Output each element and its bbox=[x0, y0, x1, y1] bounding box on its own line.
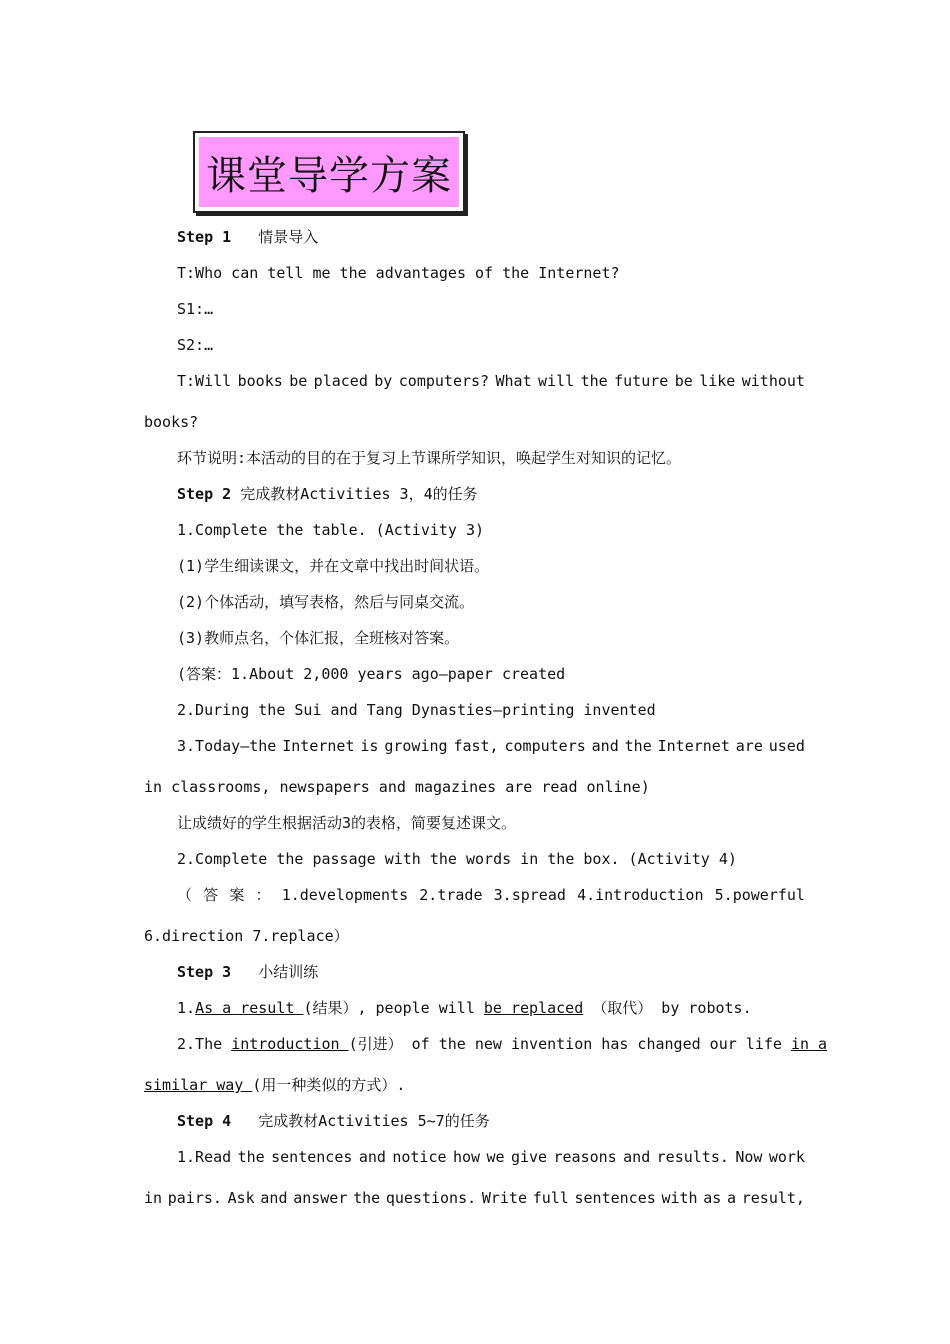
title-banner-text: 课堂导学方案 bbox=[199, 137, 459, 207]
question2-word: will bbox=[538, 372, 575, 390]
step2-answer3-end: in classrooms, newspapers and magazines are read online) bbox=[144, 778, 650, 796]
step4-line1-word: 1.Read bbox=[177, 1148, 232, 1166]
step4-line1-word: and bbox=[358, 1148, 386, 1166]
question2-word: without bbox=[741, 372, 805, 390]
step1-question2 bbox=[177, 371, 805, 391]
answer3-word: Internet bbox=[657, 737, 730, 755]
step2-answer4 bbox=[177, 885, 805, 905]
step4-line1-word: we bbox=[486, 1148, 505, 1166]
answer4-word: 答 bbox=[203, 886, 219, 904]
answer4-word: 3.spread bbox=[493, 886, 566, 904]
step3-heading bbox=[177, 962, 318, 982]
step2-item1: 1.Complete the table. (Activity 3) bbox=[177, 521, 485, 539]
step4-line2-word: full bbox=[532, 1189, 569, 1207]
answer4-word: （ bbox=[177, 886, 193, 904]
step4-line1-word: the bbox=[237, 1148, 265, 1166]
exercise2-blank2b: similar way bbox=[144, 1076, 253, 1094]
answer3-word: Internet bbox=[282, 737, 355, 755]
step1-heading bbox=[177, 227, 318, 247]
step4-line1-word: how bbox=[452, 1148, 481, 1166]
question2-word: be bbox=[674, 372, 693, 390]
answer4-word: 案 bbox=[229, 886, 245, 904]
exercise2-blank1: introduction bbox=[231, 1035, 349, 1053]
question2-word: T:Will bbox=[177, 372, 232, 390]
step4-label: Step 4 bbox=[177, 1112, 232, 1130]
answer3-word: the bbox=[624, 737, 652, 755]
answer4-word: 2.trade bbox=[419, 886, 483, 904]
answer3-word: growing bbox=[384, 737, 448, 755]
step4-line1 bbox=[177, 1147, 805, 1167]
question2-word: future bbox=[614, 372, 669, 390]
answer4-word: 5.powerful bbox=[714, 886, 805, 904]
step3-title: 小结训练 bbox=[258, 963, 319, 981]
question2-word: What bbox=[495, 372, 532, 390]
step4-line1-word: Now bbox=[735, 1148, 763, 1166]
step4-line2-word: Ask bbox=[227, 1189, 255, 1207]
answer4-word: ： bbox=[255, 886, 271, 904]
step2-label: Step 2 bbox=[177, 485, 232, 503]
step4-line2-word: answer bbox=[293, 1189, 348, 1207]
step1-question1: T:Who can tell me the advantages of the Internet? bbox=[177, 264, 620, 282]
answer4-word: 4.introduction bbox=[577, 886, 704, 904]
exercise2-number: 2.The bbox=[177, 1035, 232, 1053]
step4-line1-word: reasons bbox=[553, 1148, 617, 1166]
step4-line2-word: and bbox=[260, 1189, 288, 1207]
step4-line2-word: result, bbox=[741, 1189, 805, 1207]
exercise2-blank2a: in a bbox=[790, 1035, 828, 1053]
step2-answer1: (答案：1.About 2,000 years ago—paper created bbox=[177, 665, 566, 683]
question2-word: like bbox=[699, 372, 736, 390]
step3-exercise1 bbox=[177, 998, 752, 1018]
step4-line1-word: notice bbox=[392, 1148, 447, 1166]
step4-line2-word: the bbox=[353, 1189, 381, 1207]
step2-answer3 bbox=[177, 736, 805, 756]
question2-word: books bbox=[237, 372, 283, 390]
question2-word: by bbox=[374, 372, 393, 390]
step4-line2-word: in bbox=[144, 1189, 163, 1207]
answer3-word: computers bbox=[504, 737, 586, 755]
step2-title: 完成教材Activities 3，4的任务 bbox=[240, 485, 478, 503]
step1-note: 环节说明:本活动的目的在于复习上节课所学知识，唤起学生对知识的记忆。 bbox=[177, 449, 682, 467]
step4-line2 bbox=[144, 1188, 805, 1208]
answer4-word: 1.developments bbox=[281, 886, 409, 904]
step2-sub1: (1)学生细读课文，并在文章中找出时间状语。 bbox=[177, 557, 490, 575]
step1-s2: S2:… bbox=[177, 336, 214, 354]
step4-line1-word: and bbox=[623, 1148, 651, 1166]
step4-line1-word: work bbox=[768, 1148, 805, 1166]
step3-exercise2 bbox=[177, 1034, 827, 1054]
step4-line2-word: as bbox=[703, 1189, 722, 1207]
exercise1-blank2: be replaced bbox=[483, 999, 584, 1017]
step2-heading bbox=[177, 484, 478, 504]
step4-heading bbox=[177, 1111, 490, 1131]
step2-sub3: (3)教师点名，个体汇报，全班核对答案。 bbox=[177, 629, 460, 647]
answer3-word: and bbox=[591, 737, 619, 755]
question2-word: computers? bbox=[398, 372, 490, 390]
step2-sub2: (2)个体活动，填写表格，然后与同桌交流。 bbox=[177, 593, 475, 611]
exercise1-number: 1. bbox=[177, 999, 196, 1017]
exercise2-gloss1: (引进） of the new invention has changed our life bbox=[348, 1035, 791, 1053]
step1-title: 情景导入 bbox=[258, 228, 319, 246]
title-banner bbox=[193, 131, 465, 213]
step3-label: Step 3 bbox=[177, 963, 232, 981]
step4-line2-word: questions. bbox=[385, 1189, 477, 1207]
exercise1-gloss1: (结果）, people will bbox=[303, 999, 484, 1017]
step2-answer2: 2.During the Sui and Tang Dynasties—printing invented bbox=[177, 701, 656, 719]
step2-retell: 让成绩好的学生根据活动3的表格，简要复述课文。 bbox=[177, 814, 517, 832]
question2-word: be bbox=[289, 372, 308, 390]
step3-exercise2-cont bbox=[144, 1075, 405, 1095]
answer3-word: used bbox=[768, 737, 805, 755]
step1-label: Step 1 bbox=[177, 228, 232, 246]
step4-line2-word: with bbox=[661, 1189, 698, 1207]
answer3-word: fast, bbox=[453, 737, 499, 755]
exercise2-gloss2: (用一种类似的方式）. bbox=[252, 1076, 406, 1094]
step2-answer4-end: 6.direction 7.replace） bbox=[144, 927, 349, 945]
step1-question2-end: books? bbox=[144, 413, 199, 431]
answer3-word: is bbox=[360, 737, 379, 755]
step2-item2: 2.Complete the passage with the words in the box. (Activity 4) bbox=[177, 850, 737, 868]
step4-line2-word: a bbox=[727, 1189, 737, 1207]
step4-line1-word: give bbox=[510, 1148, 548, 1166]
question2-word: the bbox=[580, 372, 608, 390]
step4-title: 完成教材Activities 5~7的任务 bbox=[258, 1112, 490, 1130]
answer3-word: are bbox=[735, 737, 763, 755]
step4-line1-word: sentences bbox=[271, 1148, 353, 1166]
question2-word: placed bbox=[313, 372, 368, 390]
exercise1-gloss2: （取代） by robots. bbox=[583, 999, 752, 1017]
step4-line2-word: Write bbox=[481, 1189, 527, 1207]
step4-line2-word: sentences bbox=[574, 1189, 656, 1207]
exercise1-blank1: As a result bbox=[195, 999, 304, 1017]
answer3-word: 3.Today—the bbox=[177, 737, 277, 755]
step1-s1: S1:… bbox=[177, 300, 214, 318]
step4-line1-word: results. bbox=[656, 1148, 729, 1166]
step4-line2-word: pairs. bbox=[167, 1189, 222, 1207]
